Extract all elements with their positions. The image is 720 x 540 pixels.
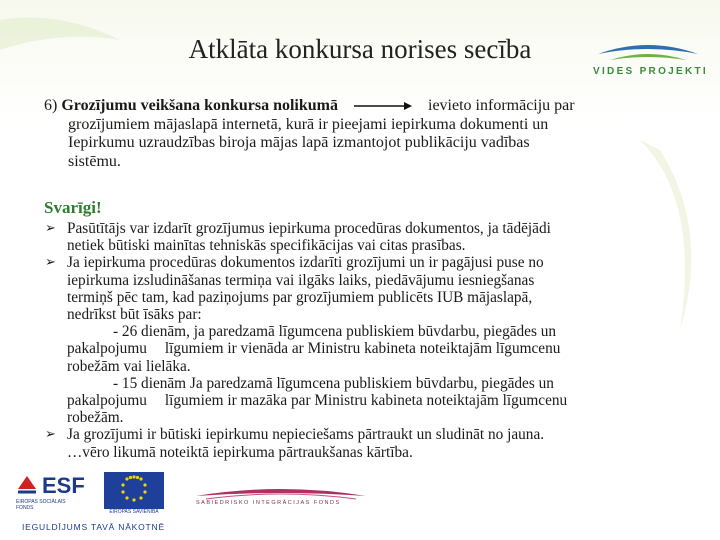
esf-caption: EIROPAS SOCIĀLAIS FONDS (16, 499, 66, 511)
eu-caption: EIROPAS SAVIENĪBA (104, 509, 164, 515)
footer-tagline: IEGULDĪJUMS TAVĀ NĀKOTNĒ (22, 522, 165, 532)
bullet-line: Ja iepirkuma procedūras dokumentos izdarīti grozījumi un ir pagājusi puse no (67, 254, 544, 272)
slide-title: Atklāta konkursa norises secība (188, 34, 532, 64)
bullet-line: termiņš pēc tam, kad paziņojums par grozījumiem publicēts IUB mājaslapā, (67, 288, 533, 306)
sub-line: robežām. (67, 409, 124, 427)
point-number: 6) (44, 97, 58, 114)
arrow-bullet-icon: ➢ (45, 221, 56, 236)
point-line: grozījumiem mājaslapā internetā, kurā ir pieejami iepirkuma dokumenti un (68, 115, 549, 133)
bullet-line: Pasūtītājs var izdarīt grozījumus iepirkuma procedūras dokumentos, ja tādējādi (67, 220, 551, 237)
arrow-right-icon (354, 101, 412, 111)
sif-caption: SABIEDRISKO INTEGRĀCIJAS FONDS (196, 500, 341, 506)
point-line: Iepirkumu uzraudzības biroja mājas lapā izmantojot publikāciju vadības (68, 134, 530, 151)
esf-mark-icon (16, 473, 38, 495)
bullet-line: nedrīkst būt īsāks par: (67, 306, 202, 324)
bullet-item (45, 426, 685, 460)
bullet-list (45, 220, 685, 461)
esf-logo (16, 473, 94, 513)
eu-flag-icon (104, 472, 164, 515)
sub-line: pakalpojumu līgumiem ir mazāka par Ministru kabineta noteiktajām līgumcenu (67, 392, 568, 410)
arrow-bullet-icon: ➢ (45, 427, 56, 443)
bullet-line: iepirkuma izsludināšanas termiņa vai ilgāks laiks, piedāvājumu iesniegšanas (67, 271, 535, 289)
point-heading: Grozījumu veikšana konkursa nolikumā (61, 97, 338, 114)
point-after-arrow: ievieto informāciju par (428, 97, 575, 114)
bullet-line: netiek būtiski mainītas tehniskās specifikācijas vai citas prasības. (67, 237, 466, 255)
important-label: Svarīgi! (44, 198, 102, 217)
sif-logo-icon (186, 486, 376, 512)
esf-mark: ESF (42, 473, 85, 498)
bullet-item (45, 254, 685, 426)
bullet-line: Ja grozījumi ir būtiski iepirkumu nepieciešams pārtraukt un sludināt no jauna. (67, 426, 545, 444)
sub-line: - 15 dienām Ja paredzamā līgumcena publiskiem būvdarbu, piegādes un (113, 374, 554, 392)
sub-line: pakalpojumu līgumiem ir vienāda ar Ministru kabineta noteiktajām līgumcenu (67, 340, 561, 358)
bullet-item (45, 220, 685, 254)
arrow-bullet-icon: ➢ (45, 255, 56, 271)
logo-text: VIDES PROJEKTI (593, 66, 708, 77)
bullet-line: …vēro likumā noteiktā iepirkuma pārtraukšanas kārtība. (67, 443, 413, 461)
point-line: sistēmu. (68, 152, 121, 170)
point-6 (44, 97, 684, 171)
eu-stars-icon (104, 472, 164, 504)
sub-line: robežām vai lielāka. (67, 357, 191, 375)
sub-line: - 26 dienām, ja paredzamā līgumcena publiskiem būvdarbu, piegādes un (113, 323, 557, 341)
